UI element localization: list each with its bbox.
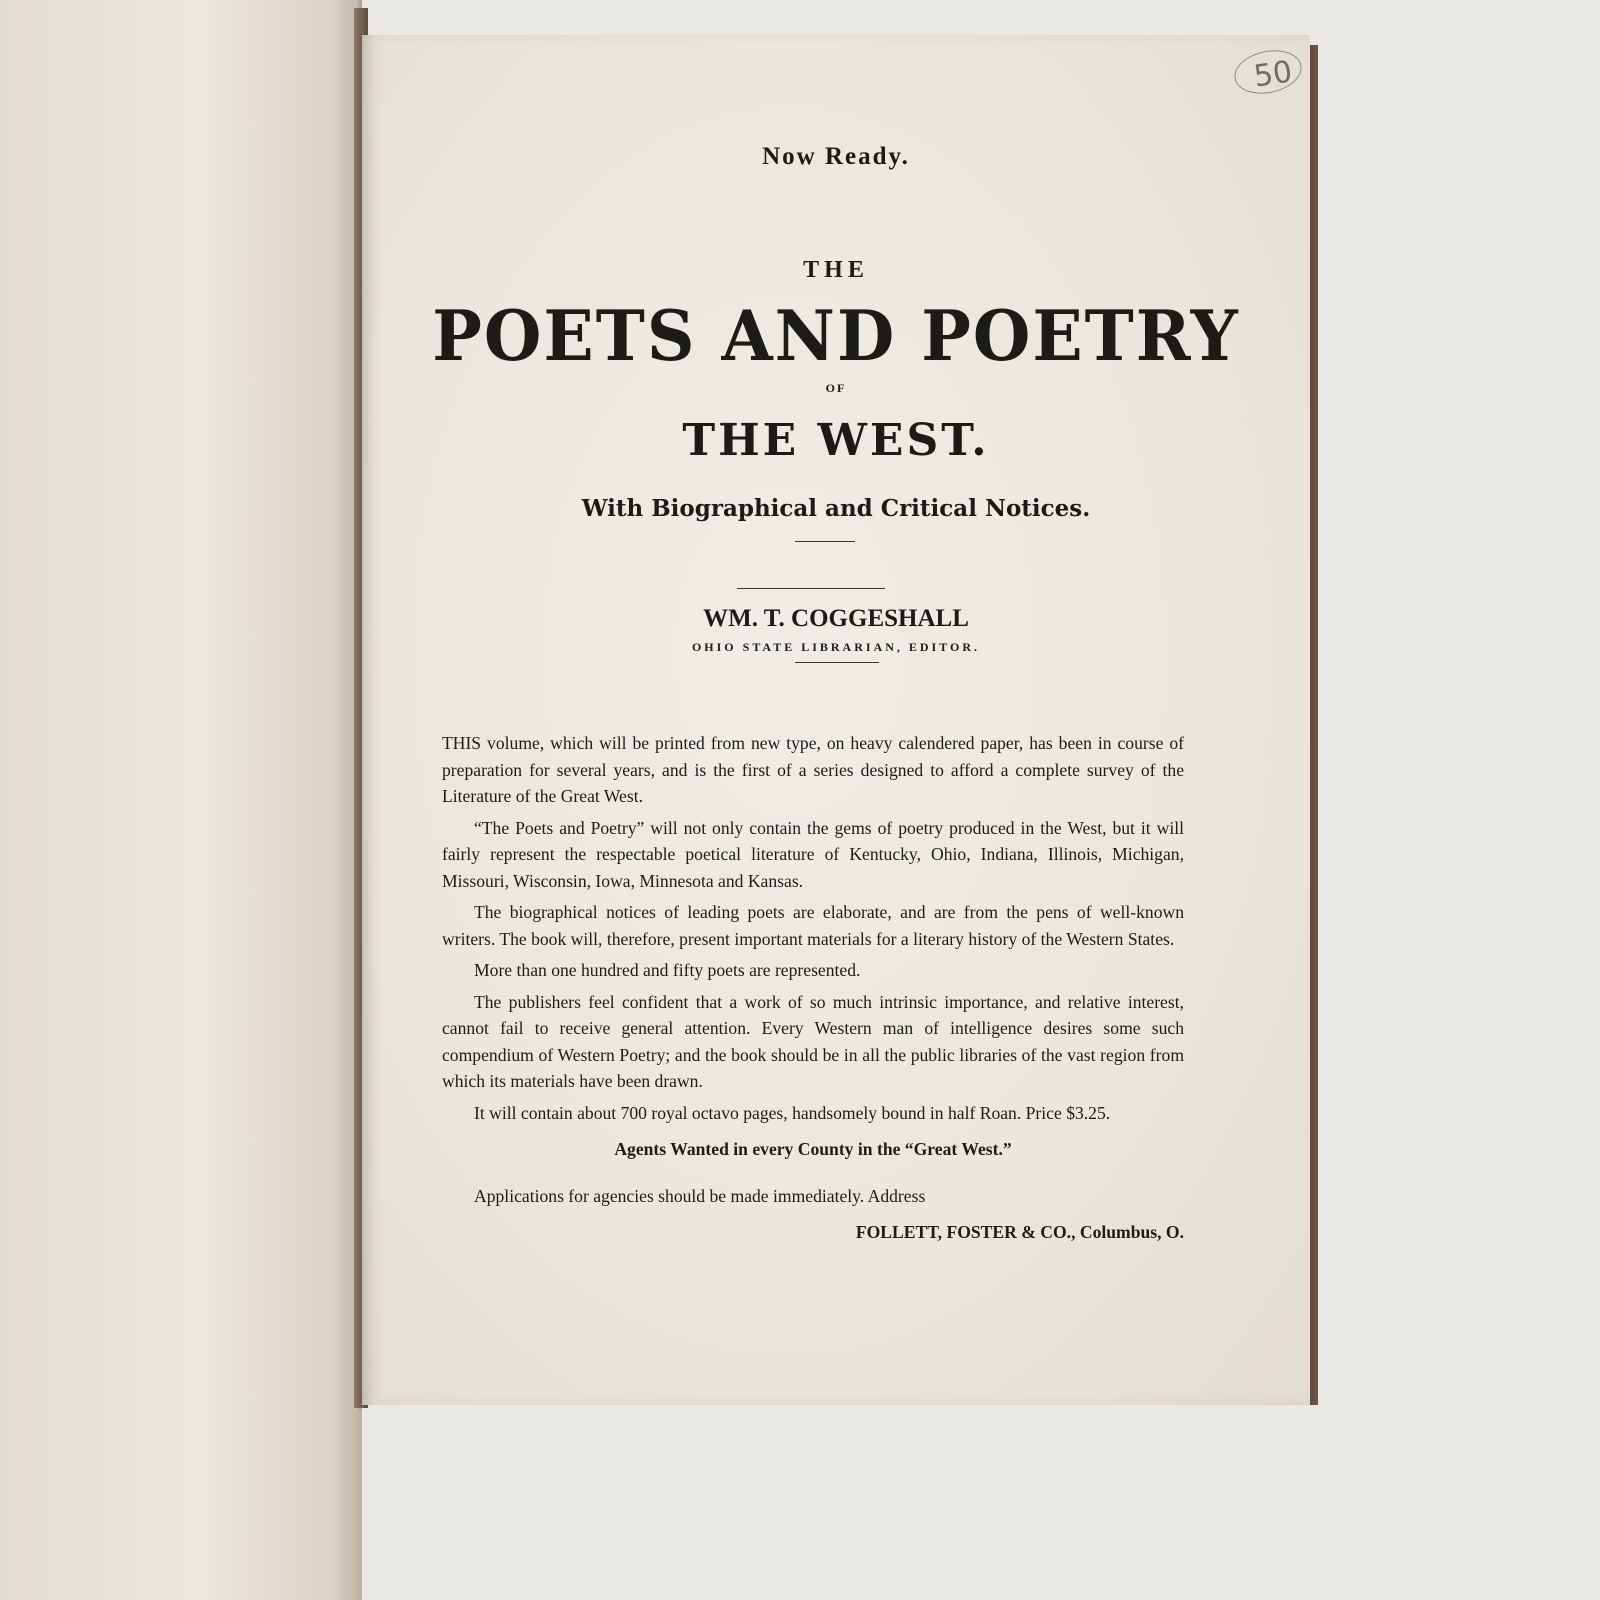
book-subtitle: With Biographical and Critical Notices. <box>581 495 1091 522</box>
facing-page <box>0 0 362 1600</box>
author-name: WM. T. COGGESHALL <box>703 605 969 632</box>
publisher-address: FOLLETT, FOSTER & CO., Columbus, O. <box>855 1222 1184 1242</box>
paragraph-1: THIS volume, which will be printed from new type, on heavy calendered paper, has been in course of preparation for several years, and is the first of a series designed to afford a complete survey of the Literature of the Great West. <box>442 733 1184 806</box>
now-ready-heading: Now Ready. <box>762 143 910 170</box>
author-title: OHIO STATE LIBRARIAN, EDITOR. <box>691 640 981 654</box>
title-of: OF <box>825 381 847 395</box>
agents-wanted: Agents Wanted in every County in the “Great West.” <box>614 1139 1012 1159</box>
author-underline <box>795 662 879 663</box>
paragraph-3: The biographical notices of leading poets are elaborate, and are from the pens of well-known writers. The book will, therefore, present important materials for a literary history of the Western States. <box>442 902 1184 949</box>
advertisement-page <box>362 35 1310 1405</box>
advertisement-body <box>442 730 1184 1251</box>
title-article: THE <box>803 257 869 283</box>
paragraph-6: It will contain about 700 royal octavo pages, handsomely bound in half Roan. Price $3.25. <box>474 1102 1111 1123</box>
book-title: POETS AND POETRY <box>432 295 1240 377</box>
title-west: THE WEST. <box>682 415 990 466</box>
paragraph-4: More than one hundred and fifty poets are represented. <box>474 960 861 980</box>
pencil-note: 50 <box>1251 54 1295 95</box>
paragraph-5: The publishers feel confident that a work of so much intrinsic importance, and relative interest, cannot fail to receive general attention. Every Western man of intelligence desires some such compendium of Western Poetry; and the book should be in all the public libraries of the vast region from which its materials have been drawn. <box>442 991 1184 1091</box>
divider-rule <box>737 588 885 589</box>
short-rule <box>795 541 855 542</box>
applications-line: Applications for agencies should be made immediately. Address <box>474 1185 926 1206</box>
paragraph-2: “The Poets and Poetry” will not only contain the gems of poetry produced in the West, but it will fairly represent the respectable poetical literature of Kentucky, Ohio, Indiana, Illinois, Michigan, Missouri, Wisconsin, Iowa, Minnesota and Kansas. <box>442 817 1184 891</box>
